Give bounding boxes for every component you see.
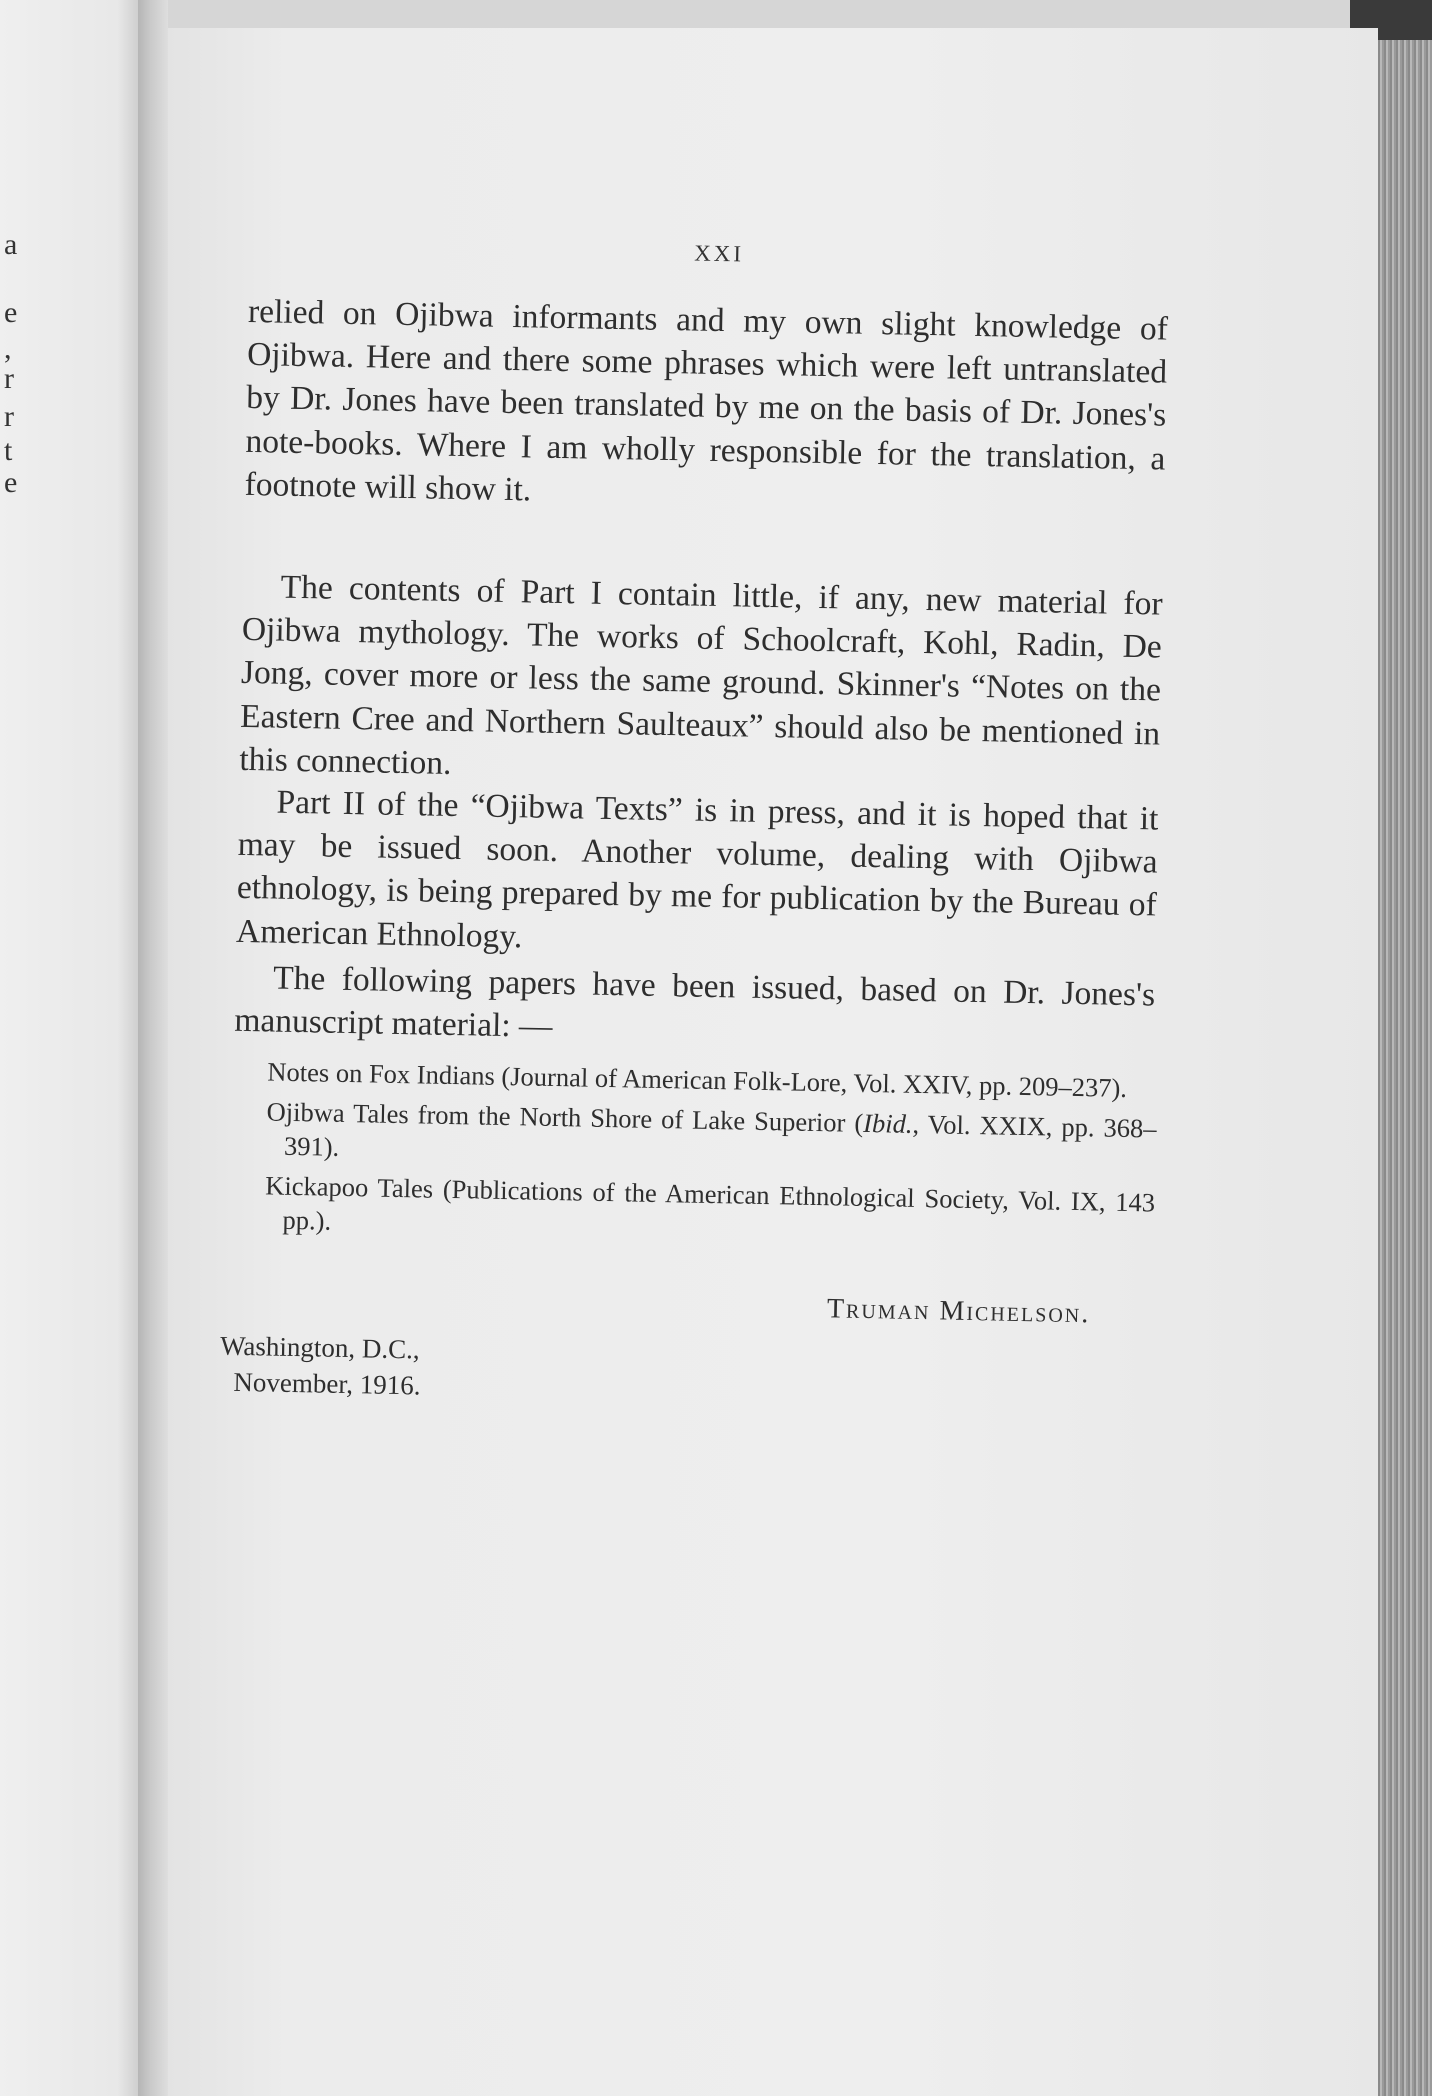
left-page [0,0,138,2096]
paragraph: The contents of Part I contain little, if any, new material for Ojibwa mythology. The works of Schoolcraft, Kohl, Radin, De Jong, cover more or less the same ground. Skinner's “Notes on the Eastern Cree and Northern Saulteaux” should also be mentioned in this connection. [239,568,1163,782]
left-page-fragment: a [4,228,18,261]
place-line: Washington, D.C., [219,1330,420,1365]
page-edges [1378,40,1432,2096]
reference-item: Ojibwa Tales from the North Shore of Lake Superior (Ibid., Vol. XXIX, pp. 368–391). [266,1096,1157,1162]
date-line: November, 1916. [233,1366,421,1401]
paragraph: Part II of the “Ojibwa Texts” is in press, and it is hoped that it may be issued soon. Another volume, dealing with Ojibwa ethnology, is being prepared by me for publication by the Bureau of American Ethnology. [235,783,1159,955]
page-content [219,0,1174,1401]
place-date-block [219,1328,421,1404]
book-gutter [138,0,168,2096]
left-page-fragment: e [4,296,18,329]
left-page-fragment: t [4,434,13,467]
reference-item: Kickapoo Tales (Publications of the American Ethnological Society, Vol. IX, 143 pp.). [264,1170,1156,1236]
author-signature: Truman Michelson. [826,1293,1091,1330]
left-page-fragment: r [4,362,14,395]
left-page-fragment: , [4,332,12,365]
left-page-fragment: e [4,466,18,499]
page-number: XXI [693,240,745,267]
reference-item: Notes on Fox Indians (Journal of American Folk-Lore, Vol. XXIV, pp. 209–237). [267,1056,1128,1103]
paragraph: relied on Ojibwa informants and my own slight knowledge of Ojibwa. Here and there some phrases which were left untranslated by Dr. Jones have been translated by me on the basis of Dr. Jones's note-books. Where I am wholly responsible for the translation, a footnote will show it. [244,292,1169,509]
paragraph: The following papers have been issued, based on Dr. Jones's manuscript material: — [234,959,1156,1046]
left-page-fragment: r [4,400,14,433]
reference-list [264,1054,1157,1259]
